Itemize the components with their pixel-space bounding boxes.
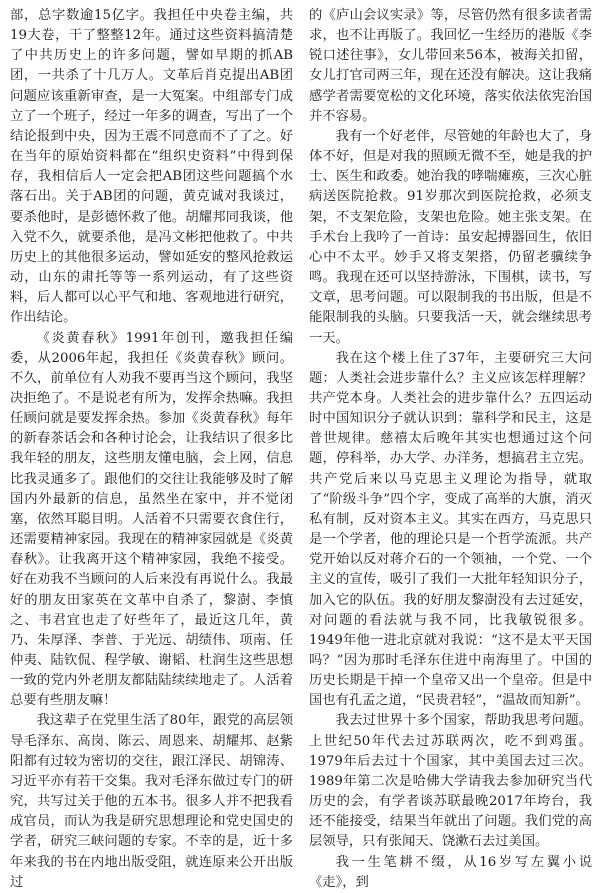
paragraph-party-life: 我这辈子在党里生活了80年，跟党的高层领导毛泽东、高岗、陈云、周恩来、胡耀邦、赵紫阳都有过较为密切的交往，跟江泽民、胡锦涛、习近平亦有若干交集。我对毛泽东做过专门的研究，共写过关于他的五本书。很多人并不把我看成官员，而认为我是研究思想理论和党史国史的学者，研究三峡问题的专家。不幸的是，近十多年来我的书在内地出版受阻，就连原来公开出版过 bbox=[10, 713, 293, 890]
paragraph-yanhuang-chunqiu: 《炎黄春秋》1991年创刊，邀我担任编委，从2006年起，我担任《炎黄春秋》顾问。不久，前单位有人劝我不要再当这个顾问，我坚决拒绝了。不是说老有所为，发挥余热嘛。我担任顾问就是要发挥余热。参加《炎黄春秋》每年的新春茶话会和各种讨论会，让我结识了很多比我年轻的朋友，这些朋友懂电脑，会上网，信息比我灵通多了。跟他们的交往让我能够及时了解国内外最新的信息，虽然坐在家中，并不觉闭塞，依然耳聪目明。人活着不只需要衣食住行，还需要精神家园。我现在的精神家园就是《炎黄春秋》。让我离开这个精神家园，我绝不接受。好在劝我不当顾问的人后来没有再说什么。我最好的朋友田家英在文革中自杀了，黎澍、李慎之、韦君宜也走了好些年了，最近这几年，黄乃、朱厚泽、李普、于光远、胡绩伟、项南、任仲夷、陆钦侃、程学敏、谢韬、杜润生这些思想一致的党内外老朋友都陆陆续续地走了。人活着总要有些朋友嘛！ bbox=[10, 330, 293, 709]
left-column bbox=[10, 6, 293, 890]
paragraph-writing: 我一生笔耕不缀，从16岁写左翼小说《走》，到 bbox=[309, 854, 592, 890]
paragraph-travel: 我去过世界十多个国家，帮助我思考问题。上世纪50年代去过苏联两次，吃不到鸡蛋。1979年后去过十个国家，其中美国去过三次。1989年第二次是哈佛大学请我去参加研究当代历史的会，有学者谈苏联最晚2017年垮台，我还不能接受，结果当年就出了问题。我们党的高层领导，只有张闻天、饶漱石去过美国。 bbox=[309, 713, 592, 850]
right-column bbox=[309, 6, 592, 890]
paragraph-publication-blocked: 的《庐山会议实录》等，尽管仍然有很多读者需求，也不让再版了。我回忆一生经历的港版《李锐口述往事》，女儿带回来56本，被海关扣留，女儿打官司两三年，现在还没有解决。这让我痛感学者需要宽松的文化环境，落实依法依宪治国并不容易。 bbox=[309, 8, 592, 124]
paragraph-three-questions: 我在这个楼上住了37年，主要研究三大问题：人类社会进步靠什么？主义应该怎样理解？共产党本身。人类社会的进步靠什么？五四运动时中国知识分子就认识到：靠科学和民主，这是普世规律。慈禧太后晚年其实也想通过这个问题，停科举，办大学、办洋务，想搞君主立宪。共产党后来以马克思主义理论为指导，就取了“阶级斗争”四个字，变成了高举的大旗，消灭私有制，反对资本主义。其实在西方，马克思只是一个学者，他的理论只是一个哲学流派。共产党开始以反对蒋介石的一个领袖，一个党、一个主义的宣传，吸引了我们一大批年轻知识分子，加入它的队伍。我的好朋友黎澍没有去过延安，对问题的看法就与我不同，比我敏锐很多。1949年他一进北京就对我说：“这不是太平天国吗？”因为那时毛泽东住进中南海里了。中国的历史长期是干掉一个皇帝又出一个皇帝。但是中国也有孔孟之道，“民贵君轻”，“温故而知新”。 bbox=[309, 350, 592, 709]
paragraph-aib-tuan: 部，总字数逾15亿字。我担任中央卷主编，共19大卷，干了整整12年。通过这些资料搞清楚了中共历史上的许多问题，譬如早期的抓AB团，一共杀了十几万人。文革后肖克提出AB团问题应该重新审查，是一大冤案。中组部专门成立了一个班子，经过一年多的调查，写出了一个结论报到中央，因为王震不同意而不了了之。好在当年的原始资料都在“组织史资料”中得到保存，我相信后人一定会把AB团这些问题搞个水落石出。关于AB团的问题，黄克诚对我谈过，要杀他时，是彭德怀救了他。胡耀邦同我谈，他入党不久，就要杀他，是冯文彬把他救了。中共历史上的其他很多运动，譬如延安的整风抢救运动，山东的肃托等等一系列运动，有了这些资料，后人都可以心平气和地、客观地进行研究，作出结论。 bbox=[10, 8, 293, 326]
paragraph-wife: 我有一个好老伴，尽管她的年龄也大了，身体不好，但是对我的照顾无微不至，她是我的护士、医生和政委。她治我的哮喘瘫痪，三次心脏病送医院抢救。91岁那次到医院抢救，必须支架，不支架危险，支架也危险。她主张支架。在手术台上我吟了一首诗：虽安起搏器回生，依旧心中不太平。妙手又将支架搭，仍留老骥续争鸣。我现在还可以坚持游泳，下围棋，读书，写文章，思考问题。可以限制我的书出版，但是不能限制我的头脑。只要我活一天，就会继续思考一天。 bbox=[309, 128, 592, 346]
